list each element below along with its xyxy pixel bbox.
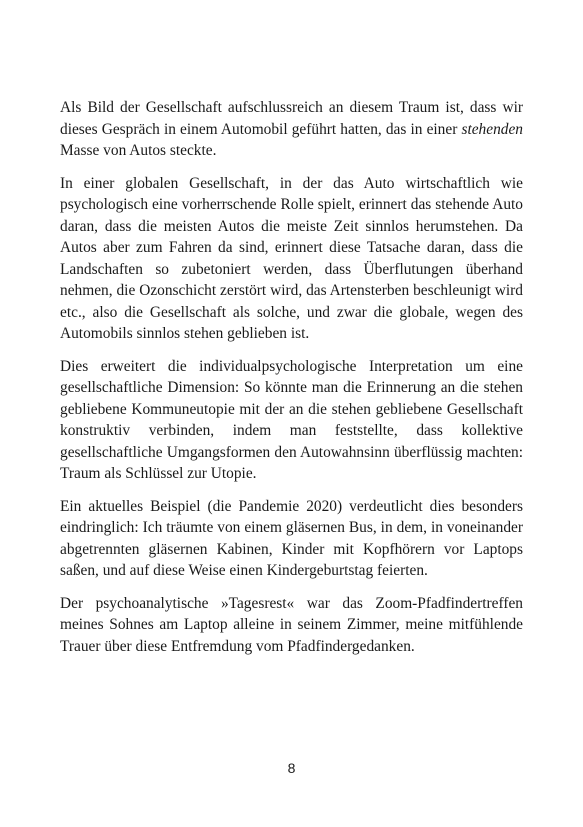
paragraph-5: Der psychoanalytische »Tagesrest« war das Zoom-Pfadfindertreffen meines Sohnes am Laptop alleine in seinem Zimmer, meine mitfühlende Trauer über diese Entfremdung vom Pfadfindergedanken. [60,594,523,655]
emphasized-word: stehenden [461,120,523,138]
page-number: 8 [287,760,296,776]
body-text [60,97,523,657]
paragraph-4: Ein aktuelles Beispiel (die Pandemie 2020) verdeutlicht dies besonders eindringlich: Ich träumte von einem gläsernen Bus, in dem, in voneinander abgetrennten gläsernen Kabinen, Kinder mit Kopfhörern vor Laptops saßen, und auf diese Weise einen Kindergeburtstag feierten. [60,497,523,579]
paragraph-1-end: Masse von Autos steckte. [60,142,217,159]
paragraph-1 [60,97,523,162]
paragraph-3: Dies erweitert die individualpsychologische Interpretation um eine gesellschaftliche Dimension: So könnte man die Erinnerung an die stehen gebliebene Kommuneutopie mit der an die stehen gebliebene Gesellschaft konstruktiv verbinden, indem man feststellte, dass kollektive gesellschaftliche Umgangsformen den Autowahnsinn überflüssig machten: Traum als Schlüssel zur Utopie. [60,357,523,482]
paragraph-2: In einer globalen Gesellschaft, in der das Auto wirtschaftlich wie psychologisch eine vorherrschende Rolle spielt, erinnert das stehende Auto daran, dass die meisten Autos die meiste Zeit sinnlos herumstehen. Da Autos aber zum Fahren da sind, erinnert diese Tatsache daran, dass die Landschaften so zubetoniert werden, dass Überflutungen überhand nehmen, die Ozonschicht zerstört wird, das Artensterben beschleunigt wird etc., also die Gesellschaft als solche, und zwar die globale, wegen des Automobils sinnlos stehen geblieben ist. [60,174,523,342]
paragraph-1-start: Als Bild der Gesellschaft aufschlussreich an diesem Traum ist, dass wir dieses Gespräch in einem Automobil geführt hatten, das in einer [60,99,523,138]
